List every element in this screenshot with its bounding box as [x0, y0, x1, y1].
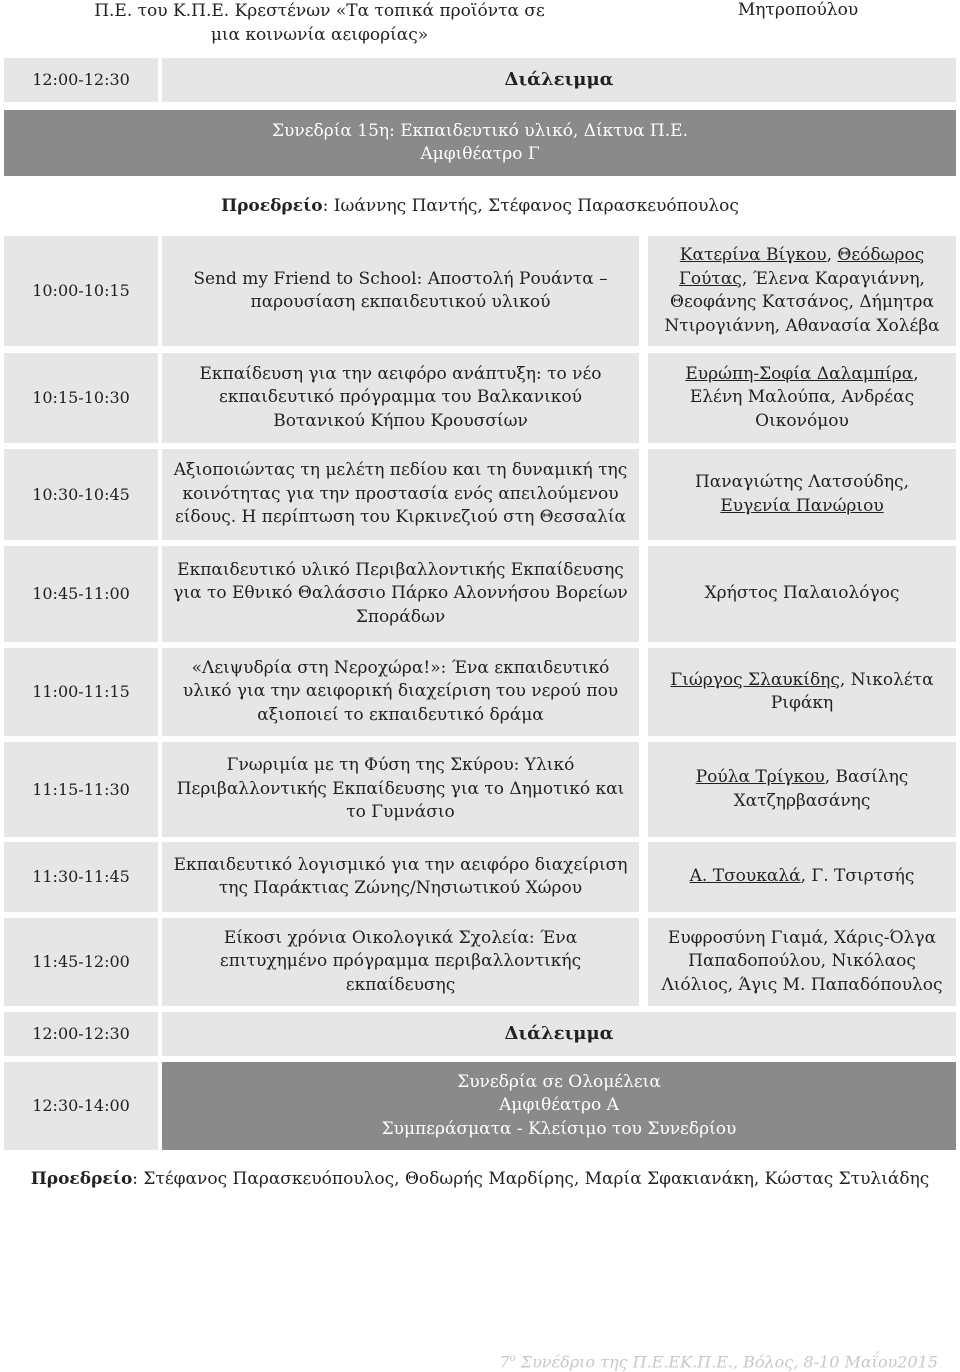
table-row [4, 546, 956, 642]
session-chair [4, 195, 956, 217]
plenary-row [4, 1062, 956, 1150]
author-line [734, 790, 871, 814]
author-text: Ντιρογιάννη, Αθανασία Χολέβα [664, 315, 940, 336]
talk-title [162, 236, 639, 346]
session-title [4, 110, 956, 176]
chair-label: Προεδρείο [30, 1169, 133, 1189]
talk-title-line: Αξιοποιώντας τη μελέτη πεδίου και τη δυναμική της [173, 460, 628, 481]
talk-authors [648, 449, 956, 540]
table-row [4, 648, 956, 736]
author-text: Λιόλιος, Άγις Μ. Παπαδόπουλος [661, 974, 943, 995]
author-text: Ριφάκη [770, 693, 834, 713]
time-cell: 12:00-12:30 [4, 58, 158, 102]
talk-title-line: για το Εθνικό Θαλάσσιο Πάρκο Αλοννήσου Βορείων [173, 583, 628, 604]
presenting-author: Ευγενία Πανώριου [720, 495, 884, 516]
presenting-author: Α. Τσουκαλά [689, 866, 801, 887]
talk-title [162, 449, 639, 540]
talk-title [162, 918, 639, 1006]
plenary-title [162, 1062, 956, 1150]
talk-title-line: της Παράκτιας Ζώνης/Νησιωτικού Χώρου [218, 878, 583, 898]
session-header [4, 110, 956, 176]
table-row [4, 742, 956, 837]
author-text: , Βασίλης [824, 767, 909, 787]
talk-title [162, 648, 639, 736]
talk-title-line: υλικό για την αειφορική διαχείριση του νερού που [182, 681, 619, 702]
table-row [4, 918, 956, 1006]
prev-title-line: Π.Ε. του Κ.Π.Ε. Κρεστένων «Τα τοπικά προϊόντα σε [94, 1, 545, 21]
time-cell: 12:00-12:30 [4, 1012, 158, 1056]
author-text: Παπαδοπούλου, Νικόλαος [688, 951, 916, 972]
author-line [705, 582, 900, 606]
author-line [680, 244, 924, 268]
talk-title-line: Εκπαίδευση για την αειφόρο ανάπτυξη: το νέο [199, 363, 602, 384]
time-cell: 11:45-12:00 [4, 918, 158, 1006]
author-text: Ευφροσύνη Γιαμά, Χάρις-Όλγα [667, 927, 937, 948]
page-footer [499, 1349, 938, 1372]
author-text: Παναγιώτης Λατσούδης, [694, 472, 909, 492]
chair-names: : Στέφανος Παρασκευόπουλος, Θοδωρής Μαρδίρης, Μαρία Σφακιανάκη, Κώστας Στυλιάδης [132, 1169, 930, 1189]
author-text: , Νικολέτα [839, 669, 934, 690]
time-cell: 10:15-10:30 [4, 353, 158, 443]
talk-title-line: Σποράδων [355, 606, 446, 627]
author-line [690, 386, 914, 410]
talk-title-line: Είκοσι χρόνια Οικολογικά Σχολεία: Ένα [223, 927, 578, 948]
presenting-author: Κατερίνα Βίγκου [679, 245, 827, 265]
time-cell: 11:15-11:30 [4, 742, 158, 837]
talk-title [162, 742, 639, 837]
author-line [679, 268, 925, 292]
plenary-room: Αμφιθέατρο Α [499, 1095, 619, 1116]
author-line [755, 410, 849, 434]
session-title-line: Συνεδρία 15η: Εκπαιδευτικό υλικό, Δίκτυα Π.Ε. [272, 120, 688, 141]
author-line [668, 927, 936, 951]
talk-title-line: παρουσίαση εκπαιδευτικού υλικού [250, 292, 551, 312]
break-row [4, 58, 956, 102]
talk-title-line: αξιοποιεί το εκπαιδευτικό δράμα [257, 704, 544, 725]
prev-title-line: μια κοινωνία αειφορίας» [210, 24, 429, 45]
time-cell: 10:30-10:45 [4, 449, 158, 540]
talk-title-line: Γνωριμία με τη Φύση της Σκύρου: Υλικό [226, 755, 575, 776]
talk-title-line: επιτυχημένο πρόγραμμα περιβαλλοντικής [219, 951, 582, 972]
author-text: Χρήστος Παλαιολόγος [704, 583, 900, 604]
talk-title-line: εκπαιδευτικό πρόγραμμα του Βαλκανικού [219, 387, 582, 408]
author-text: , [826, 245, 838, 265]
talk-authors [648, 742, 956, 837]
talk-title-line: εκπαίδευσης [345, 974, 456, 995]
talk-title-line: Εκπαιδευτικό υλικό Περιβαλλοντικής Εκπαίδευσης [177, 559, 624, 580]
talk-title-line: «Λειψυδρία στη Νεροχώρα!»: Ένα εκπαιδευτικό [191, 657, 610, 678]
author-text: Οικονόμου [755, 410, 849, 431]
author-line [670, 291, 934, 315]
presenting-author: Ευρώπη-Σοφία Δαλαμπίρα [685, 363, 914, 384]
footer-number: 7 [499, 1352, 510, 1372]
time-cell: 11:00-11:15 [4, 648, 158, 736]
prev-session-author: Μητροπούλου [737, 0, 859, 20]
talk-authors [648, 546, 956, 642]
time-cell: 12:30-14:00 [4, 1062, 158, 1150]
talk-authors [648, 236, 956, 346]
author-line [720, 495, 883, 519]
chair-names: : Ιωάννης Παντής, Στέφανος Παρασκευόπουλος [322, 196, 739, 216]
time-cell: 10:45-11:00 [4, 546, 158, 642]
talk-title [162, 353, 639, 443]
plenary-line: Συνεδρία σε Ολομέλεια [457, 1071, 661, 1092]
prev-session-title [4, 0, 635, 46]
author-line [685, 363, 918, 387]
talk-title [162, 546, 639, 642]
talk-authors [648, 648, 956, 736]
author-line [771, 692, 833, 716]
table-row [4, 236, 956, 346]
plenary-chair [4, 1168, 956, 1190]
talk-authors [648, 842, 956, 912]
presenting-author: Γούτας [679, 268, 742, 289]
author-line [670, 669, 933, 693]
talk-authors [648, 353, 956, 443]
break-label: Διάλειμμα [162, 1012, 956, 1056]
session-room: Αμφιθέατρο Γ [420, 144, 540, 164]
footer-text: Συνέδριο της Π.Ε.ΕΚ.Π.Ε., Βόλος, 8-10 Μαΐου2015 [515, 1352, 938, 1372]
author-text: Χατζηρβασάνης [733, 790, 871, 811]
plenary-line: Συμπεράσματα - Κλείσιμο του Συνεδρίου [381, 1118, 737, 1139]
time-cell: 10:00-10:15 [4, 236, 158, 346]
presenting-author: Γιώργος Σλαυκίδης [670, 669, 840, 690]
talk-title-line: Βοτανικού Κήπου Κρουσσίων [273, 410, 528, 431]
author-line [664, 315, 939, 339]
talk-title-line: Εκπαιδευτικό λογισμικό για την αειφόρο διαχείριση [173, 854, 628, 875]
table-row [4, 449, 956, 540]
author-line [696, 766, 909, 790]
time-cell: 11:30-11:45 [4, 842, 158, 912]
author-line [688, 950, 916, 974]
talk-title [162, 842, 639, 912]
author-line [690, 865, 915, 889]
footer-ordinal: ο [509, 1353, 516, 1364]
talk-title-line: κοινότητας για την προστασία ενός απειλούμενου [182, 483, 619, 504]
author-text: Θεοφάνης Κατσάνος, Δήμητρα [670, 292, 934, 312]
author-text: Ελένη Μαλούπα, Ανδρέας [689, 387, 915, 408]
talk-title-line: Send my Friend to School: Αποστολή Ρουάντα – [193, 268, 608, 289]
chair-label: Προεδρείο [221, 196, 323, 216]
talk-title-line: το Γυμνάσιο [346, 802, 455, 823]
table-row [4, 842, 956, 912]
table-row [4, 353, 956, 443]
break-row [4, 1012, 956, 1056]
talk-title-line: Περιβαλλοντικής Εκπαίδευσης για το Δημοτικό και [176, 778, 625, 799]
author-line [661, 974, 942, 998]
presenting-author: Θεόδωρος [837, 245, 925, 265]
author-text: , Έλενα Καραγιάννη, [741, 268, 925, 289]
author-text: , Γ. Τσιρτσής [800, 866, 915, 887]
author-text: , [913, 363, 919, 384]
presenting-author: Ρούλα Τρίγκου [695, 767, 825, 787]
talk-authors [648, 918, 956, 1006]
author-line [695, 471, 909, 495]
break-label: Διάλειμμα [162, 58, 956, 102]
talk-title-line: είδους. Η περίπτωση του Κιρκινεζιού στη Θεσσαλία [174, 507, 627, 528]
